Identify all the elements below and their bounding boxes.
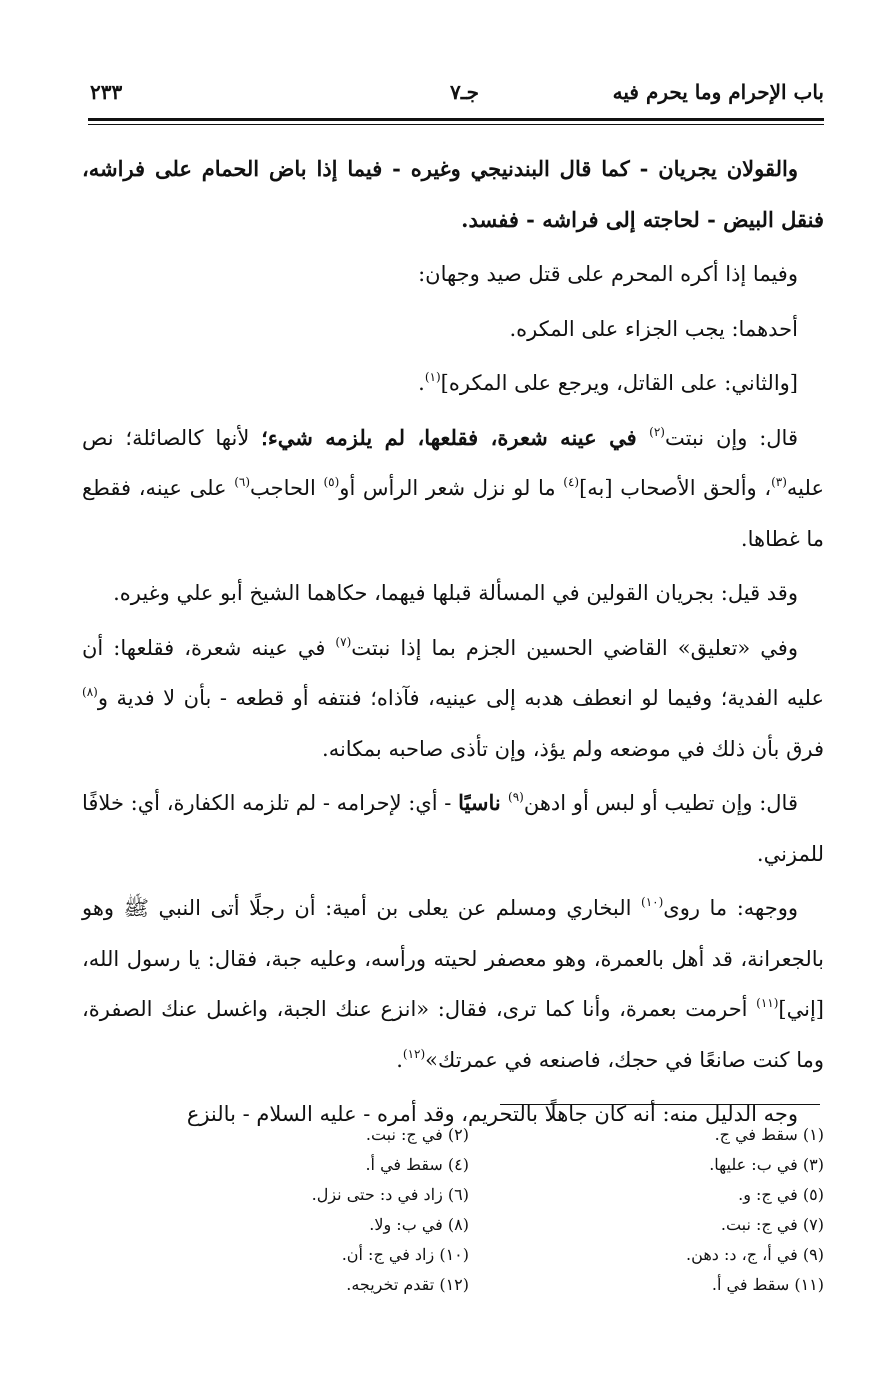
footnote-item: (٤) سقط في أ.	[365, 1155, 469, 1174]
footnote-ref: (٣)	[771, 475, 787, 489]
page-header	[82, 80, 824, 116]
footnote-ref: (٢)	[649, 424, 665, 439]
footnote-ref: (٥)	[323, 475, 340, 489]
footnote-ref: (٩)	[508, 790, 524, 804]
text-run: في عينه شعرة، فقلعها: أن عليه الفدية؛ وفيما لو انعطف هدبه إلى عينيه، فآذاه؛ فنتفه أو قطعه - بأن لا فدية و	[82, 635, 824, 710]
paragraph	[82, 778, 824, 879]
text-run: البخاري ومسلم عن يعلى بن أمية: أن رجلًا أتى النبي ﷺ وهو بالجعرانة، قد أهل بالعمرة، وهو معصفر لحيته ورأسه، وعليه جبة، فقال: يا رسول الله، [إني]	[82, 896, 824, 1021]
text-run: ما لو نزل شعر الرأس أو	[339, 476, 564, 500]
footnote-item: (١٠) زاد في ج: أن.	[341, 1245, 469, 1264]
footnote-item: (٢) في ج: نبت.	[365, 1125, 469, 1144]
paragraph: أحدهما: يجب الجزاء على المكره.	[509, 316, 798, 341]
paragraph: والقولان يجريان - كما قال البندنيجي وغيره - فيما إذا باض الحمام على فراشه، فنقل البيض - لحاجته إلى فراشه - ففسد.	[82, 156, 824, 232]
header-rule-thick	[88, 118, 824, 121]
text-run: ووجهه: ما روى	[663, 896, 798, 920]
paragraph	[82, 623, 824, 775]
text-run: .	[418, 371, 425, 395]
text-run: فرق بأن ذلك في موضعه ولم يؤذ، وإن تأذى صاحبه بمكانه.	[322, 736, 824, 761]
text-run: .	[396, 1047, 403, 1072]
footnote-ref: (٦)	[234, 475, 251, 489]
footnote-item: (٦) زاد في د: حتى نزل.	[311, 1185, 469, 1204]
paragraph: وفيما إذا أكره المحرم على قتل صيد وجهان:	[418, 262, 798, 286]
header-rule-thin	[88, 124, 824, 125]
paragraph	[82, 413, 824, 565]
text-run: - أي: لإحرامه - لم تلزمه الكفارة، أي: خلافًا للمزني.	[82, 791, 824, 866]
footnote-item: (١) سقط في ج.	[714, 1125, 824, 1144]
footnote-item: (٩) في أ، ج، د: دهن.	[686, 1245, 824, 1264]
text-run: لأنها كالصائلة؛ نص عليه	[82, 425, 824, 500]
volume-label: جـ٧	[450, 80, 479, 104]
footnote-ref: (١٠)	[641, 895, 664, 909]
footnote-separator	[500, 1104, 820, 1105]
footnote-ref: (٧)	[335, 634, 352, 649]
text-run: قال: وإن نبتت	[664, 425, 798, 450]
text-run: قال: وإن تطيب أو لبس أو ادهن	[523, 791, 798, 815]
page-number: ٢٣٣	[90, 80, 123, 104]
text-run-bold: في عينه شعرة، فقلعها، لم يلزمه شيء؛	[261, 424, 650, 450]
footnote-item: (٧) في ج: نبت.	[720, 1215, 824, 1234]
text-run: على عينه، فقطع ما غطاها.	[82, 476, 824, 551]
paragraph: وقد قيل: بجريان القولين في المسألة قبلها فيهما، حكاهما الشيخ أبو علي وغيره.	[113, 581, 798, 605]
text-run: وفي «تعليق» القاضي الحسين الجزم بما إذا نبتت	[351, 635, 798, 660]
footnote-column-right	[484, 1120, 824, 1300]
footnote-column-left	[129, 1120, 469, 1300]
text-run: [والثاني: على القاتل، ويرجع على المكره]	[440, 371, 798, 395]
text-run: الحاجب	[250, 476, 324, 500]
footnote-ref: (١)	[424, 370, 441, 384]
footnote-item: (٨) في ب: ولا.	[369, 1215, 469, 1234]
footnote-ref: (٨)	[82, 685, 98, 699]
main-text	[82, 144, 824, 1144]
paragraph	[82, 883, 824, 1085]
footnote-item: (١١) سقط في أ.	[711, 1275, 824, 1294]
text-run-bold: ناسيًا	[458, 790, 509, 815]
footnote-item: (٥) في ج: و.	[738, 1185, 824, 1204]
footnote-item: (٣) في ب: عليها.	[709, 1155, 824, 1174]
paragraph: وجه الدليل منه: أنه كان جاهلًا بالتحريم، وقد أمره - عليه السلام - بالنزع	[186, 1102, 798, 1126]
text-run: أحرمت بعمرة، وأنا كما ترى، فقال: «انزع عنك الجبة، واغسل عنك الصفرة، وما كنت صانعًا في حجك، فاصنعه في عمرتك»	[82, 997, 824, 1072]
chapter-title: باب الإحرام وما يحرم فيه	[612, 80, 824, 104]
paragraph	[82, 358, 824, 409]
footnote-item: (١٢) تقدم تخريجه.	[346, 1275, 469, 1294]
footnote-ref: (١٢)	[402, 1046, 426, 1061]
footnote-ref: (٤)	[563, 475, 580, 489]
text-run: ، وألحق الأصحاب [به]	[579, 476, 772, 500]
footnote-ref: (١١)	[756, 996, 779, 1010]
